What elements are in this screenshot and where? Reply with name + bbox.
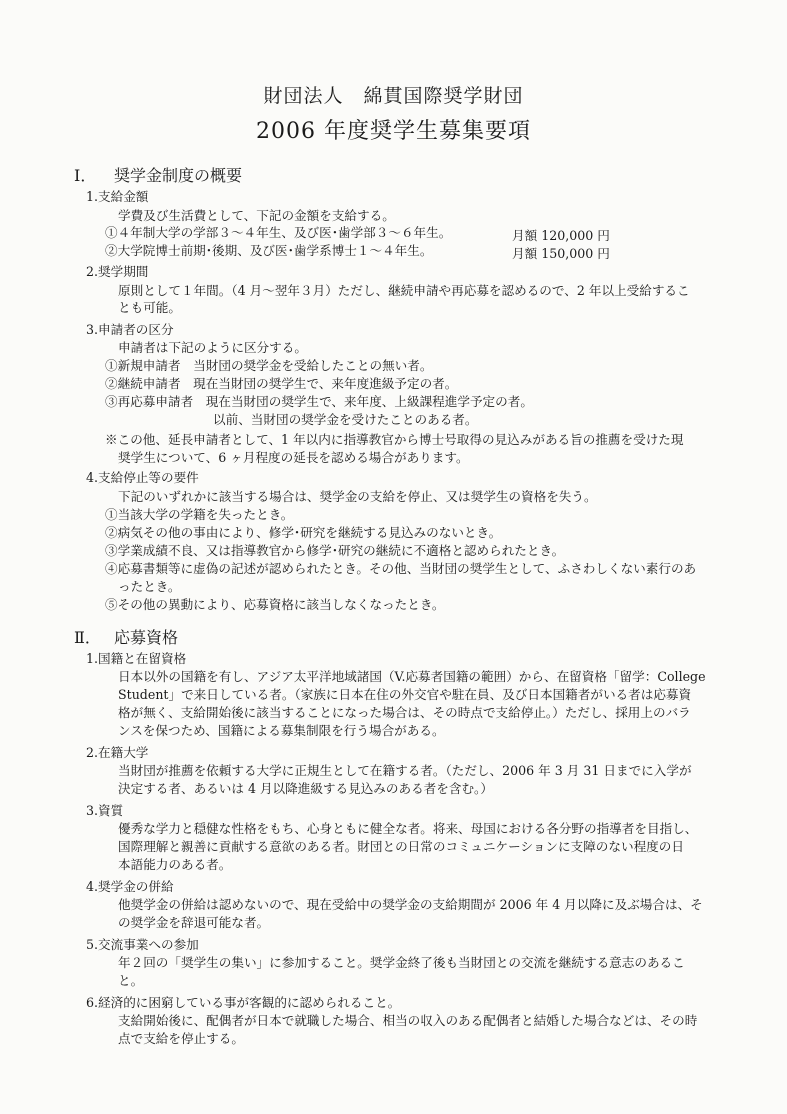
- s1-1-intro: 学費及び生活費として、下記の金額を支給する。: [118, 208, 395, 223]
- s1-4-item4a: ④応募書類等に虚偽の記述が認められたとき。その他、当財団の奨学生として、ふさわしくない素行のあ: [105, 561, 697, 576]
- s2-2-heading: 2.在籍大学: [86, 745, 149, 760]
- s1-2-heading: 2.奨学期間: [86, 264, 149, 279]
- s1-2-line2: とも可能。: [118, 300, 181, 315]
- s1-3-heading: 3.申請者の区分: [86, 322, 174, 337]
- section2-title: 応募資格: [114, 628, 179, 647]
- section1-title: 奨学金制度の概要: [114, 166, 243, 185]
- s2-3-line3: 本語能力のある者。: [118, 857, 232, 872]
- s1-4-intro: 下記のいずれかに該当する場合は、奨学金の支給を停止、又は奨学生の資格を失う。: [118, 489, 597, 504]
- s1-2-line1: 原則として１年間。（4 月～翌年３月）ただし、継続申請や再応募を認めるので、2 年以上受給するこ: [118, 283, 690, 298]
- s2-4-line2: の奨学金を辞退可能な者。: [118, 915, 270, 930]
- org-name: 財団法人 綿貫国際奨学財団: [263, 85, 524, 107]
- s1-4-item1: ①当該大学の学籍を失ったとき。: [105, 507, 294, 522]
- s2-6-line2: 点で支給を停止する。: [118, 1031, 244, 1046]
- s2-4-heading: 4.奨学金の併給: [86, 879, 174, 894]
- s1-4-item3: ③学業成績不良、又は指導教官から修学･研究の継続に不適格と認められたとき。: [105, 543, 565, 558]
- s1-1-amount2: 月額 150,000 円: [512, 246, 610, 261]
- s2-4-line1: 他奨学金の併給は認めないので、現在受給中の奨学金の支給期間が 2006 年 4 月以降に及ぶ場合は、そ: [118, 897, 703, 912]
- s1-1-heading: 1.支給金額: [86, 189, 149, 204]
- s2-1-heading: 1.国籍と在留資格: [86, 651, 187, 666]
- s1-4-item2: ②病気その他の事由により、修学･研究を継続する見込みのないとき。: [105, 525, 502, 540]
- s2-3-heading: 3.資質: [86, 803, 124, 818]
- s2-2-line1: 当財団が推薦を依頼する大学に正規生として在籍する者。（ただし、2006 年 3 月 31 日までに入学が: [118, 763, 692, 778]
- s1-4-item4b: ったとき。: [118, 579, 181, 594]
- s1-3-intro: 申請者は下記のように区分する。: [118, 340, 307, 355]
- s1-3-item3b: 以前、当財団の奨学金を受けたことのある者。: [213, 412, 478, 427]
- section1-heading: [74, 163, 242, 186]
- s1-3-item2: ②継続申請者 現在当財団の奨学生で、来年度進級予定の者。: [105, 376, 458, 391]
- s2-1-line4: ンスを保つため、国籍による募集制限を行う場合がある。: [118, 723, 445, 738]
- s2-6-heading: 6.経済的に困窮している事が客観的に認められること。: [86, 995, 401, 1010]
- s1-1-amount1: 月額 120,000 円: [512, 228, 610, 243]
- section1-number: Ⅰ．: [74, 166, 97, 185]
- s2-3-line1: 優秀な学力と穏健な性格をもち、心身ともに健全な者。将来、母国における各分野の指導者を目指し、: [118, 821, 698, 836]
- s2-3-line2: 国際理解と親善に貢献する意欲のある者。財団との日常のコミュニケーションに支障のない程度の日: [118, 839, 684, 854]
- s1-3-item3a: ③再応募申請者 現在当財団の奨学生で、来年度、上級課程進学予定の者。: [105, 394, 533, 409]
- s1-3-note2: 奨学生について、6 ヶ月程度の延長を認める場合があります。: [118, 450, 469, 465]
- s1-1-item1: ①４年制大学の学部３～４年生、及び医･歯学部３～６年生。: [105, 225, 452, 240]
- s2-1-line2: Student」で来日している者。（家族に日本在住の外交官や駐在員、及び日本国籍者がいる者は応募資: [118, 687, 692, 702]
- s1-3-note1: ※この他、延長申請者として、1 年以内に指導教官から博士号取得の見込みがある旨の推薦を受けた現: [105, 432, 684, 447]
- s1-4-item5: ⑤その他の異動により、応募資格に該当しなくなったとき。: [105, 597, 445, 612]
- s2-2-line2: 決定する者、あるいは 4 月以降進級する見込みのある者を含む。）: [118, 781, 493, 796]
- s2-1-line1: 日本以外の国籍を有し、アジア太平洋地域諸国（V.応募者国籍の範囲）から、在留資格「留学：College: [118, 669, 706, 684]
- s2-1-line3: 格が無く、支給開始後に該当することになった場合は、その時点で支給停止。）ただし、採用上のバラ: [118, 705, 691, 720]
- s1-4-heading: 4.支給停止等の要件: [86, 470, 199, 485]
- s1-3-item1: ①新規申請者 当財団の奨学金を受給したことの無い者。: [105, 358, 433, 373]
- section2-number: Ⅱ．: [74, 628, 101, 647]
- s2-5-line2: と。: [118, 973, 144, 988]
- s2-5-line1: 年２回の「奨学生の集い」に参加すること。奨学金終了後も当財団との交流を継続する意志のあるこ: [118, 955, 685, 970]
- s2-6-line1: 支給開始後に、配偶者が日本で就職した場合、相当の収入のある配偶者と結婚した場合などは、その時: [118, 1013, 698, 1028]
- s2-5-heading: 5.交流事業への参加: [86, 937, 199, 952]
- document-title: 2006 年度奨学生募集要項: [256, 119, 531, 144]
- section2-heading: [74, 625, 178, 648]
- s1-1-item2: ②大学院博士前期･後期、及び医･歯学系博士１～４年生。: [105, 243, 433, 258]
